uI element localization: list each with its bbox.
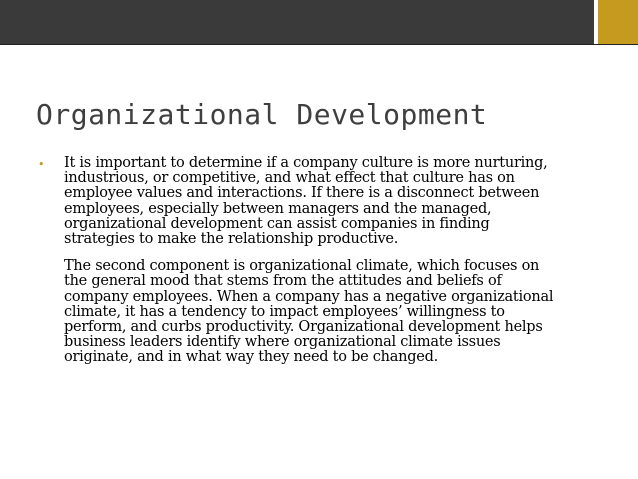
header-accent-block [598, 0, 638, 44]
slide-title: Organizational Development [36, 98, 488, 131]
header-bar [0, 0, 638, 45]
body-paragraph-2: The second component is organizational climate, which focuses on the general mood that stems from the attitudes and beliefs of company employees. When a company has a negative organizational climate, it has a tendency to impact employees’ willingness to perform, and curbs productivity. Organizational development helps business leaders identify where organizational climate issues originate, and in what way they need to be changed. [64, 258, 554, 366]
bullet-marker: • [38, 158, 45, 171]
slide-body [38, 156, 618, 366]
body-paragraph-1: It is important to determine if a company culture is more nurturing, industrious, or competitive, and what effect that culture has on employee values and interactions. If there is a disconnect between employees, especially between managers and the managed, organizational development can assist companies in finding strategies to make the relationship productive. [64, 155, 548, 248]
